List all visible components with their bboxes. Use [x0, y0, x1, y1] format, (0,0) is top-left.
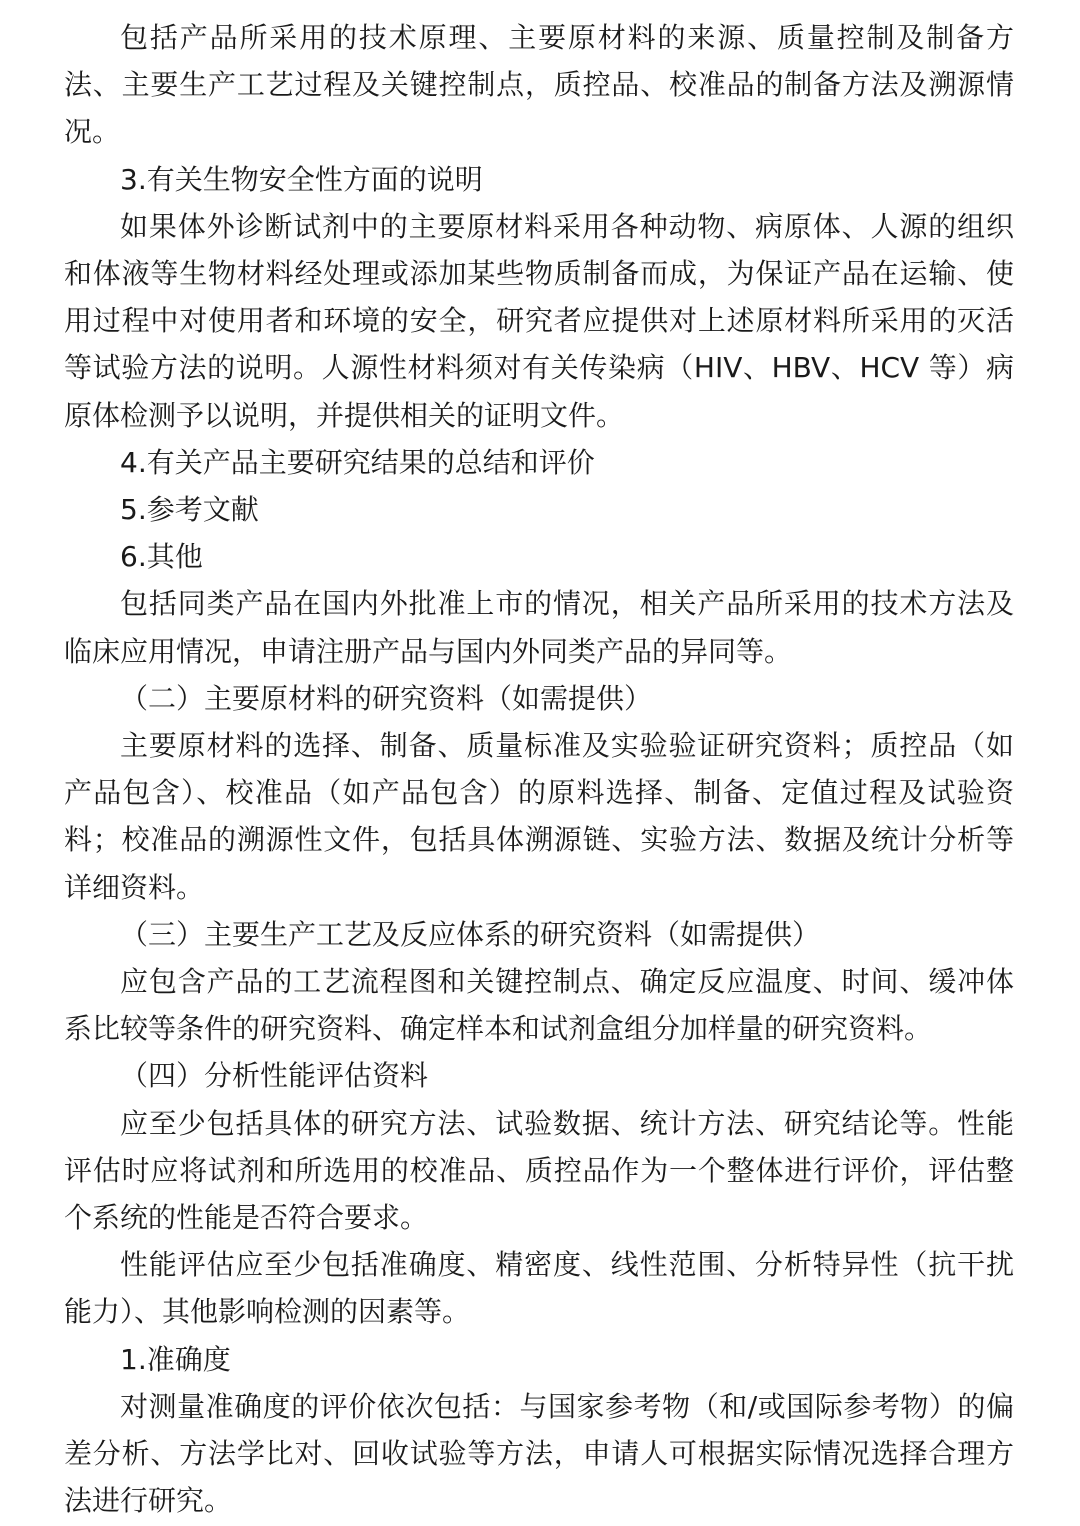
section-heading-raw-materials: （二）主要原材料的研究资料（如需提供）	[120, 681, 653, 715]
heading-references: 5.参考文献	[120, 493, 259, 527]
paragraph-accuracy: 对测量准确度的评价依次包括：与国家参考物（和/或国际参考物）的偏差分析、方法学比对、回收试验等方法，申请人可根据实际情况选择合理方法进行研究。	[64, 1389, 1014, 1518]
paragraph-performance-methods: 应至少包括具体的研究方法、试验数据、统计方法、研究结论等。性能评估时应将试剂和所选用的校准品、质控品作为一个整体进行评价，评估整个系统的性能是否符合要求。	[64, 1106, 1014, 1235]
paragraph-technical-principle: 包括产品所采用的技术原理、主要原材料的来源、质量控制及制备方法、主要生产工艺过程及关键控制点，质控品、校准品的制备方法及溯源情况。	[64, 21, 1014, 149]
heading-accuracy: 1.准确度	[120, 1342, 231, 1376]
paragraph-biosafety: 如果体外诊断试剂中的主要原材料采用各种动物、病原体、人源的组织和体液等生物材料经处理或添加某些物质制备而成，为保证产品在运输、使用过程中对使用者和环境的安全，研究者应提供对上述原材料所采用的灭活等试验方法的说明。人源性材料须对有关传染病（HIV、HBV、HCV 等）病原体检测予以说明，并提供相关的证明文件。	[64, 209, 1014, 432]
paragraph-raw-materials: 主要原材料的选择、制备、质量标准及实验验证研究资料；质控品（如产品包含）、校准品（如产品包含）的原料选择、制备、定值过程及试验资料；校准品的溯源性文件，包括具体溯源链、实验方法、数据及统计分析等详细资料。	[64, 729, 1014, 904]
paragraph-performance-items: 性能评估应至少包括准确度、精密度、线性范围、分析特异性（抗干扰能力）、其他影响检测的因素等。	[64, 1248, 1014, 1329]
paragraph-other: 包括同类产品在国内外批准上市的情况，相关产品所采用的技术方法及临床应用情况，申请注册产品与国内外同类产品的异同等。	[64, 587, 1014, 668]
heading-research-summary: 4.有关产品主要研究结果的总结和评价	[120, 445, 595, 479]
heading-biosafety: 3.有关生物安全性方面的说明	[120, 162, 483, 196]
section-heading-performance: （四）分析性能评估资料	[120, 1059, 429, 1093]
section-heading-production-process: （三）主要生产工艺及反应体系的研究资料（如需提供）	[120, 917, 821, 951]
heading-other: 6.其他	[120, 540, 203, 574]
paragraph-production-process: 应包含产品的工艺流程图和关键控制点、确定反应温度、时间、缓冲体系比较等条件的研究资料、确定样本和试剂盒组分加样量的研究资料。	[64, 965, 1014, 1046]
